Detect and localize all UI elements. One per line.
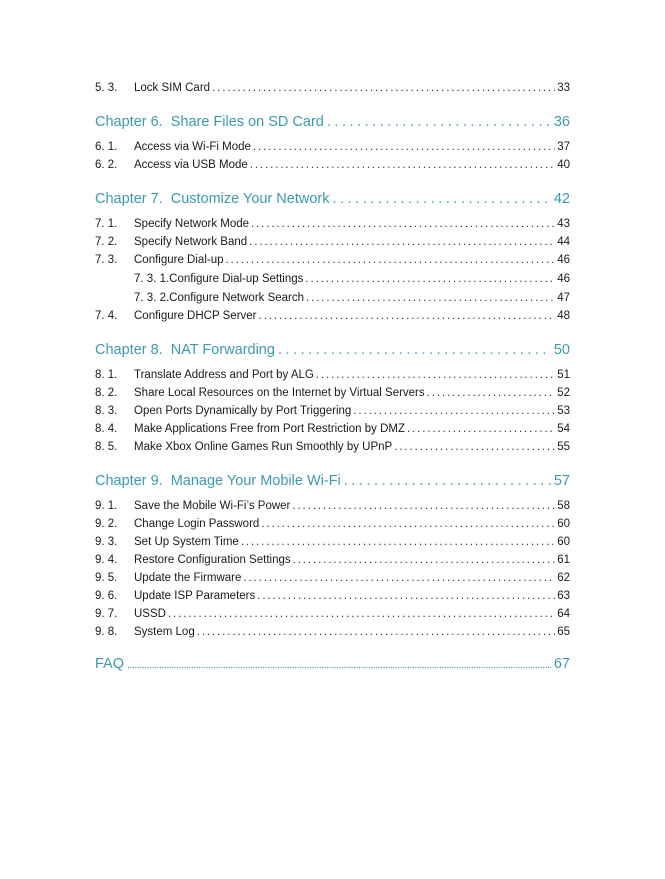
dot-leader <box>212 81 555 95</box>
page-number: 46 <box>557 273 570 285</box>
section-title: Access via Wi-Fi Mode <box>134 141 251 153</box>
page-number: 64 <box>557 608 570 620</box>
page-number: 53 <box>557 405 570 417</box>
dot-leader <box>394 440 555 454</box>
dot-leader <box>127 655 551 674</box>
toc-entry[interactable] <box>95 589 570 603</box>
toc-entry[interactable] <box>95 158 570 172</box>
dot-leader <box>168 607 555 621</box>
section-title: Update the Firmware <box>134 572 242 584</box>
toc-chapter[interactable] <box>95 472 570 490</box>
page-number: 51 <box>557 369 570 381</box>
dot-leader <box>293 553 556 567</box>
page-number: 57 <box>553 473 570 489</box>
dot-leader <box>251 217 555 231</box>
page-number: 47 <box>557 292 570 304</box>
page-number: 55 <box>557 441 570 453</box>
section-title: Set Up System Time <box>134 536 239 548</box>
toc-entry[interactable] <box>95 607 570 621</box>
section-title: System Log <box>134 626 195 638</box>
section-number: 7. 4. <box>95 310 118 322</box>
toc-entry[interactable] <box>95 386 570 400</box>
section-number: 9. 2. <box>95 518 118 530</box>
section-number: 7. 2. <box>95 236 118 248</box>
page-number: 67 <box>553 656 570 672</box>
toc-chapter[interactable] <box>95 113 570 131</box>
dot-leader <box>249 235 555 249</box>
page-number: 63 <box>557 590 570 602</box>
page-number: 61 <box>557 554 570 566</box>
toc-entry[interactable] <box>95 309 570 323</box>
section-title: Configure DHCP Server <box>134 310 257 322</box>
toc-entry[interactable] <box>95 253 570 267</box>
toc-subentry[interactable] <box>134 291 570 305</box>
section-title: Make Xbox Online Games Run Smoothly by UPnP <box>134 441 393 453</box>
dot-leader <box>197 625 555 639</box>
section-number: 9. 7. <box>95 608 118 620</box>
page-number: 52 <box>557 387 570 399</box>
dot-leader <box>241 535 555 549</box>
section-title: Save the Mobile Wi-Fi’s Power <box>134 500 291 512</box>
toc-faq[interactable] <box>95 655 570 674</box>
page-number: 50 <box>553 342 570 358</box>
section-title: USSD <box>134 608 166 620</box>
toc-entry[interactable] <box>95 625 570 639</box>
section-number: 5. 3. <box>95 82 118 94</box>
section-title: Share Local Resources on the Internet by Virtual Servers <box>134 387 425 399</box>
page-number: 44 <box>557 236 570 248</box>
dot-leader <box>257 589 555 603</box>
section-title: Access via USB Mode <box>134 159 248 171</box>
chapter-title: Share Files on SD Card <box>170 114 324 130</box>
section-number: 9. 1. <box>95 500 118 512</box>
section-title: Lock SIM Card <box>134 82 211 94</box>
section-number: 7. 3. <box>95 254 118 266</box>
section-number: 8. 4. <box>95 423 118 435</box>
section-title: Restore Configuration Settings <box>134 554 291 566</box>
page-number: 40 <box>557 159 570 171</box>
dot-leader <box>344 472 551 490</box>
dot-leader <box>306 291 555 305</box>
section-number: 8. 5. <box>95 441 118 453</box>
page-number: 46 <box>557 254 570 266</box>
section-number: 9. 6. <box>95 590 118 602</box>
section-title: Translate Address and Port by ALG <box>134 369 314 381</box>
section-number: 9. 5. <box>95 572 118 584</box>
toc-entry[interactable] <box>95 217 570 231</box>
section-number: 9. 3. <box>95 536 118 548</box>
section-title: Make Applications Free from Port Restriction by DMZ <box>134 423 405 435</box>
subsection-title: 7. 3. 1.Configure Dial-up Settings <box>134 273 304 285</box>
dot-leader <box>250 158 555 172</box>
section-number: 7. 1. <box>95 218 118 230</box>
dot-leader <box>243 571 555 585</box>
section-number: 8. 2. <box>95 387 118 399</box>
page-number: 42 <box>553 191 570 207</box>
chapter-title: Manage Your Mobile Wi-Fi <box>170 473 341 489</box>
chapter-title: Customize Your Network <box>170 191 330 207</box>
section-number: 8. 3. <box>95 405 118 417</box>
dot-leader <box>332 190 550 208</box>
toc-entry[interactable] <box>95 368 570 382</box>
chapter-number: Chapter 6. <box>95 114 163 130</box>
dot-leader <box>305 272 555 286</box>
toc-entry[interactable] <box>95 499 570 513</box>
section-title: Change Login Password <box>134 518 260 530</box>
section-title: Update ISP Parameters <box>134 590 256 602</box>
toc-chapter[interactable] <box>95 190 570 208</box>
toc-entry[interactable] <box>95 81 570 95</box>
subsection-title: 7. 3. 2.Configure Network Search <box>134 292 305 304</box>
section-number: 6. 1. <box>95 141 118 153</box>
chapter-number: Chapter 7. <box>95 191 163 207</box>
dot-leader <box>407 422 555 436</box>
page-number: 60 <box>557 518 570 530</box>
toc-entry[interactable] <box>95 571 570 585</box>
page-number: 43 <box>557 218 570 230</box>
toc-entry[interactable] <box>95 553 570 567</box>
dot-leader <box>353 404 555 418</box>
page-number: 48 <box>557 310 570 322</box>
toc-entry[interactable] <box>95 140 570 154</box>
dot-leader <box>292 499 555 513</box>
faq-title: FAQ <box>95 656 125 672</box>
chapter-title: NAT Forwarding <box>170 342 275 358</box>
page-number: 37 <box>557 141 570 153</box>
toc-entry[interactable] <box>95 517 570 531</box>
page-number: 36 <box>553 114 570 130</box>
section-title: Specify Network Mode <box>134 218 250 230</box>
dot-leader <box>226 253 556 267</box>
page-number: 33 <box>557 82 570 94</box>
section-number: 6. 2. <box>95 159 118 171</box>
dot-leader <box>427 386 556 400</box>
dot-leader <box>327 113 551 131</box>
section-number: 8. 1. <box>95 369 118 381</box>
chapter-number: Chapter 9. <box>95 473 163 489</box>
page-number: 65 <box>557 626 570 638</box>
chapter-number: Chapter 8. <box>95 342 163 358</box>
dot-leader <box>259 309 556 323</box>
toc-entry[interactable] <box>95 422 570 436</box>
section-number: 9. 8. <box>95 626 118 638</box>
section-title: Configure Dial-up <box>134 254 224 266</box>
dot-leader <box>261 517 555 531</box>
toc-subentry[interactable] <box>134 272 570 286</box>
page-number: 54 <box>557 423 570 435</box>
section-title: Specify Network Band <box>134 236 248 248</box>
section-number: 9. 4. <box>95 554 118 566</box>
dot-leader <box>278 341 551 359</box>
page-number: 60 <box>557 536 570 548</box>
toc-entry[interactable] <box>95 535 570 549</box>
toc-entry[interactable] <box>95 440 570 454</box>
page-number: 58 <box>557 500 570 512</box>
toc-chapter[interactable] <box>95 341 570 359</box>
toc-entry[interactable] <box>95 235 570 249</box>
dot-leader <box>316 368 555 382</box>
section-title: Open Ports Dynamically by Port Triggering <box>134 405 352 417</box>
page-number: 62 <box>557 572 570 584</box>
toc-entry[interactable] <box>95 404 570 418</box>
dot-leader <box>253 140 555 154</box>
